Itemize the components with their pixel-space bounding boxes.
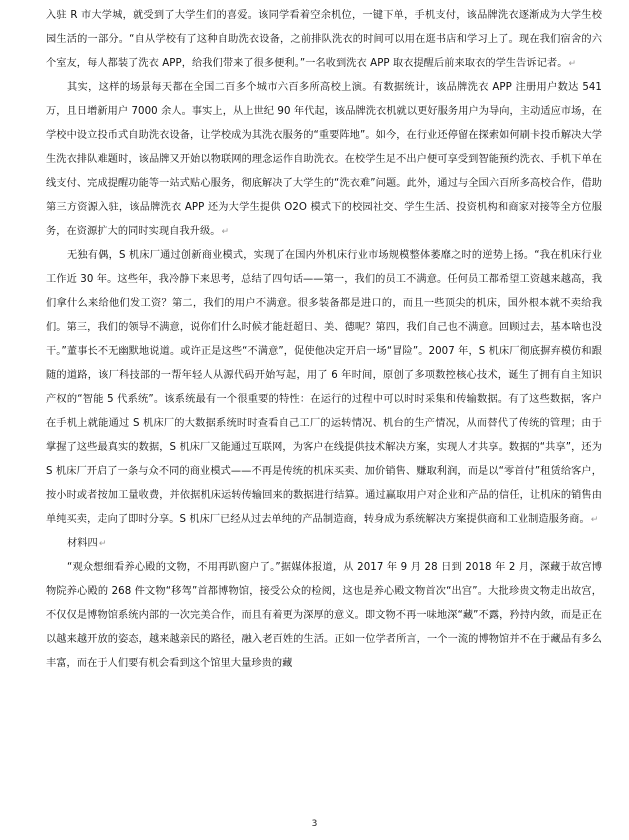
paragraph-dormitory-laundry <box>46 4 602 76</box>
page-number: 3 <box>311 819 318 829</box>
paragraph-machine-tool-factory <box>46 244 602 532</box>
paragraph-text: “观众想细看养心殿的文物，不用再趴窗户了。”据媒体报道，从 2017 年 9 月 28 日到 2018 年 2 月，深藏于故宫博物院养心殿的 268 件文物“移驾”首都博物馆，接受公众的检阅，这也是养心殿文物首次“出宫”。大批珍贵文物走出故宫，不仅仅是博物馆系统内部的一次完美合作，而且有着更为深厚的意义。即文物不再一味地深“藏”不露，矜持内敛，而是正在以越来越开放的姿态，越来越亲民的路径，融入老百姓的生活。正如一位学者所言，一个一流的博物馆并不在于藏品有多么丰富，而在于人们要有机会看到这个馆里大量珍贵的藏 <box>46 562 602 669</box>
paragraph-mark-icon: ↵ <box>98 539 107 549</box>
paragraph-mark-icon: ↵ <box>221 227 230 237</box>
paragraph-text: 无独有偶，S 机床厂通过创新商业模式，实现了在国内外机床行业市场规模整体萎靡之时的逆势上扬。“我在机床行业工作近 30 年。这些年，我冷静下来思考，总结了四句话——第一，我们的员工不满意。任何员工都希望工资越来越高，我们拿什么来给他们发工资？第二，我们的用户不满意。很多装备都是进口的，而且一些顶尖的机床，国外根本就不卖给我们。第三，我们的领导不满意，说你们什么时候才能赶超日、美、德呢？第四，我们自己也不满意。回顾过去，基本啥也没干。”董事长不无幽默地说道。或许正是这些“不满意”，促使他决定开启一场“冒险”。2007 年，S 机床厂彻底摒弃模仿和跟随的道路，该厂科技部的一帮年轻人从源代码开始写起，用了 6 年时间，原创了多项数控核心技术，诞生了拥有自主知识产权的“智能 5 代系统”。该系统最有一个很重要的特性：在运行的过程中可以时时采集和传输数据。有了这些数据，客户在手机上就能通过 S 机床厂的大数据系统时时查看自己工厂的运转情况、机台的生产情况，从而替代了传统的管理；由于掌握了这些最真实的数据，S 机床厂又能通过互联网，为客户在线提供技术解决方案，实现人才共享。数据的“共享”，还为 S 机床厂开启了一条与众不同的商业模式——不再是传统的机床买卖、加价销售、赚取利润，而是以“零首付”租赁给客户，按小时或者按加工量收费，并依据机床运转传输回来的数据进行结算。通过赢取用户对企业和产品的信任，让机床的销售由单纯买卖，走向了即时分享。S 机床厂已经从过去单纯的产品制造商，转身成为系统解决方案提供商和工业制造服务商。 <box>46 250 602 525</box>
paragraph-palace-museum-relics <box>46 556 602 676</box>
paragraph-text: 入驻 R 市大学城，就受到了大学生们的喜爱。该同学看着空余机位，一键下单，手机支付，该品牌洗衣逐渐成为大学生校园生活的一部分。“自从学校有了这种自助洗衣设备，之前排队洗衣的时间可以用在逛书店和学习上了。现在我们宿舍的六个室友，每人都装了洗衣 APP，给我们带来了很多便利。”一名收到洗衣 APP 取衣提醒后前来取衣的学生告诉记者。 <box>46 10 602 69</box>
document-body <box>46 4 602 676</box>
paragraph-mark-icon: ↵ <box>590 515 599 525</box>
paragraph-text: 其实，这样的场景每天都在全国二百多个城市六百多所高校上演。有数据统计，该品牌洗衣 APP 注册用户数达 541 万，且日增新用户 7000 余人。事实上，从上世纪 90 年代起，该品牌洗衣机就以更好服务用户为导向，主动适应市场，在学校中设立投币式自助洗衣设备，让学校成为其洗衣服务的“重要阵地”。如今，在行业还停留在探索如何刷卡投币解决大学生洗衣排队难题时，该品牌又开始以物联网的理念运作自助洗衣。在校学生足不出户便可享受到智能预约洗衣、手机下单在线支付、完成提醒功能等一站式贴心服务，彻底解决了大学生的“洗衣难”问题。此外，通过与全国六百所多高校合作，借助第三方资源入驻，该品牌洗衣 APP 还为大学生提供 O2O 模式下的校园社交、学生生活、投资机构和商家对接等全方位服务，在资源扩大的同时实现自我升级。 <box>46 82 602 237</box>
paragraph-laundry-app-scale <box>46 76 602 244</box>
paragraph-mark-icon: ↵ <box>568 59 577 69</box>
section-heading-text: 材料四 <box>67 538 98 549</box>
section-heading-material-four <box>46 532 602 556</box>
